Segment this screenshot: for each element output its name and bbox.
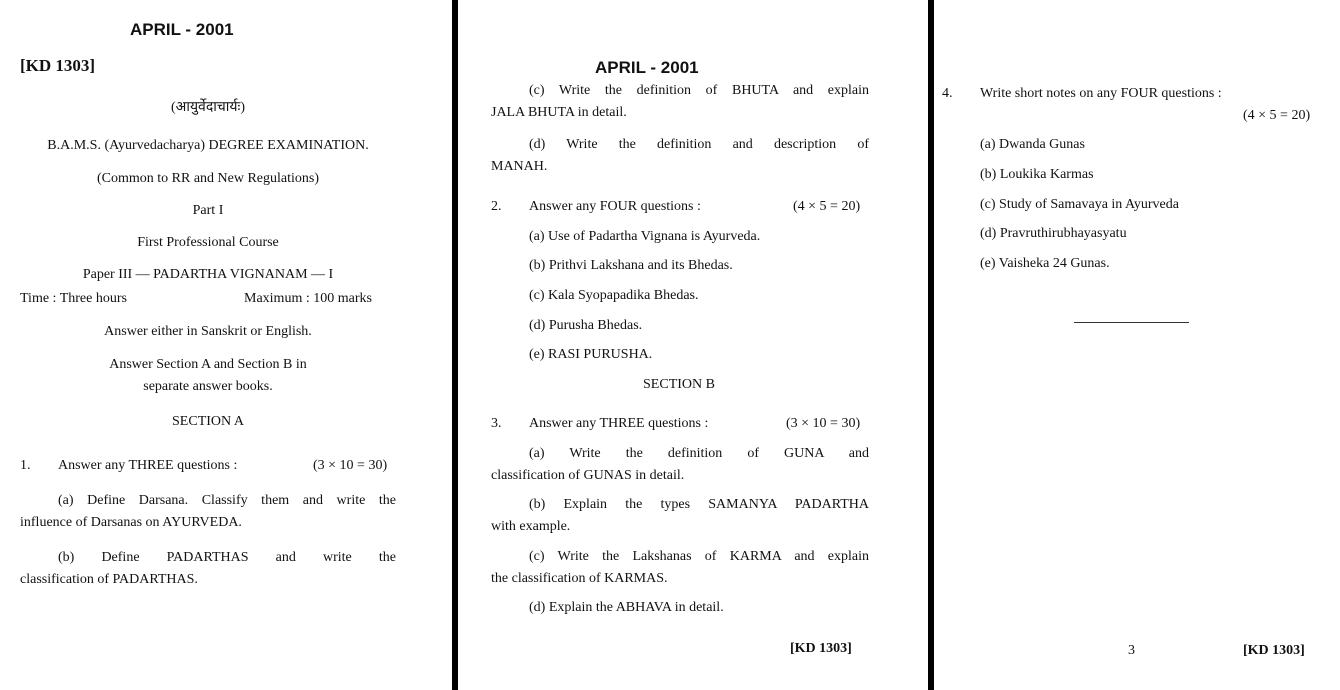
question-1c-line2: JALA BHUTA in detail.: [491, 105, 627, 120]
question-4-marks: (4 × 5 = 20): [1243, 108, 1311, 123]
footer-paper-code: [KD 1303]: [1243, 643, 1305, 658]
question-3b-line1: (b) Explain the types SAMANYA PADARTHA: [529, 497, 869, 512]
question-3c-line1: (c) Write the Lakshanas of KARMA and explain: [529, 549, 869, 564]
time-allowed: Time : Three hours: [20, 291, 127, 306]
question-4-item: (a) Dwanda Gunas: [980, 137, 1085, 152]
footer-paper-code: [KD 1303]: [790, 641, 852, 656]
question-3d: (d) Explain the ABHAVA in detail.: [529, 600, 724, 615]
paper-code: [KD 1303]: [20, 56, 96, 75]
question-2-item: (a) Use of Padartha Vignana is Ayurveda.: [529, 229, 761, 244]
maximum-marks: Maximum : 100 marks: [244, 291, 372, 306]
question-3-number: 3.: [491, 416, 502, 431]
question-2-item: (b) Prithvi Lakshana and its Bhedas.: [529, 258, 733, 273]
instruction-books-line2: separate answer books.: [143, 379, 273, 394]
question-1d-line2: MANAH.: [491, 159, 548, 174]
question-1-marks: (3 × 10 = 30): [313, 458, 388, 473]
question-4-text: Write short notes on any FOUR questions :: [980, 86, 1222, 101]
course-label: First Professional Course: [137, 235, 279, 250]
question-2-number: 2.: [491, 199, 502, 214]
question-3-text: Answer any THREE questions :: [529, 416, 709, 431]
exam-page-2: [458, 0, 928, 690]
exam-date: APRIL - 2001: [130, 20, 234, 39]
section-a-heading: SECTION A: [172, 414, 244, 429]
question-1a-line2: influence of Darsanas on AYURVEDA.: [20, 515, 242, 530]
question-2-item: (e) RASI PURUSHA.: [529, 347, 653, 362]
instruction-books-line1: Answer Section A and Section B in: [109, 357, 307, 372]
page-number: 3: [1128, 643, 1135, 658]
question-4-item: (c) Study of Samavaya in Ayurveda: [980, 197, 1179, 212]
question-4-item: (d) Pravruthirubhayasyatu: [980, 226, 1127, 241]
sanskrit-title: (आयुर्वेदाचार्यः): [170, 100, 246, 115]
part-label: Part I: [192, 203, 224, 218]
exam-page-3: [934, 0, 1340, 690]
degree-title: B.A.M.S. (Ayurvedacharya) DEGREE EXAMINATION.: [47, 138, 369, 153]
question-1d-line1: (d) Write the definition and description of: [529, 137, 869, 152]
question-1b-line1: (b) Define PADARTHAS and write the: [58, 550, 396, 565]
exam-date: APRIL - 2001: [595, 58, 699, 77]
end-of-paper-rule: [1074, 322, 1189, 323]
exam-page-1: [0, 0, 452, 690]
question-3c-line2: the classification of KARMAS.: [491, 571, 668, 586]
question-4-item: (b) Loukika Karmas: [980, 167, 1094, 182]
question-3a-line2: classification of GUNAS in detail.: [491, 468, 685, 483]
question-2-item: (c) Kala Syopapadika Bhedas.: [529, 288, 699, 303]
question-1a-line1: (a) Define Darsana. Classify them and write the: [58, 493, 396, 508]
paper-title: Paper III — PADARTHA VIGNANAM — I: [82, 267, 334, 282]
question-1-text: Answer any THREE questions :: [58, 458, 238, 473]
question-2-marks: (4 × 5 = 20): [793, 199, 861, 214]
question-1b-line2: classification of PADARTHAS.: [20, 572, 198, 587]
question-3b-line2: with example.: [491, 519, 571, 534]
instruction-language: Answer either in Sanskrit or English.: [104, 324, 312, 339]
question-3-marks: (3 × 10 = 30): [786, 416, 861, 431]
section-b-heading: SECTION B: [643, 377, 715, 392]
question-3a-line1: (a) Write the definition of GUNA and: [529, 446, 869, 461]
question-1-number: 1.: [20, 458, 31, 473]
question-1c-line1: (c) Write the definition of BHUTA and explain: [529, 83, 869, 98]
question-4-item: (e) Vaisheka 24 Gunas.: [980, 256, 1110, 271]
question-4-number: 4.: [942, 86, 953, 101]
question-2-text: Answer any FOUR questions :: [529, 199, 701, 214]
regulations-note: (Common to RR and New Regulations): [96, 171, 320, 186]
question-2-item: (d) Purusha Bhedas.: [529, 318, 643, 333]
